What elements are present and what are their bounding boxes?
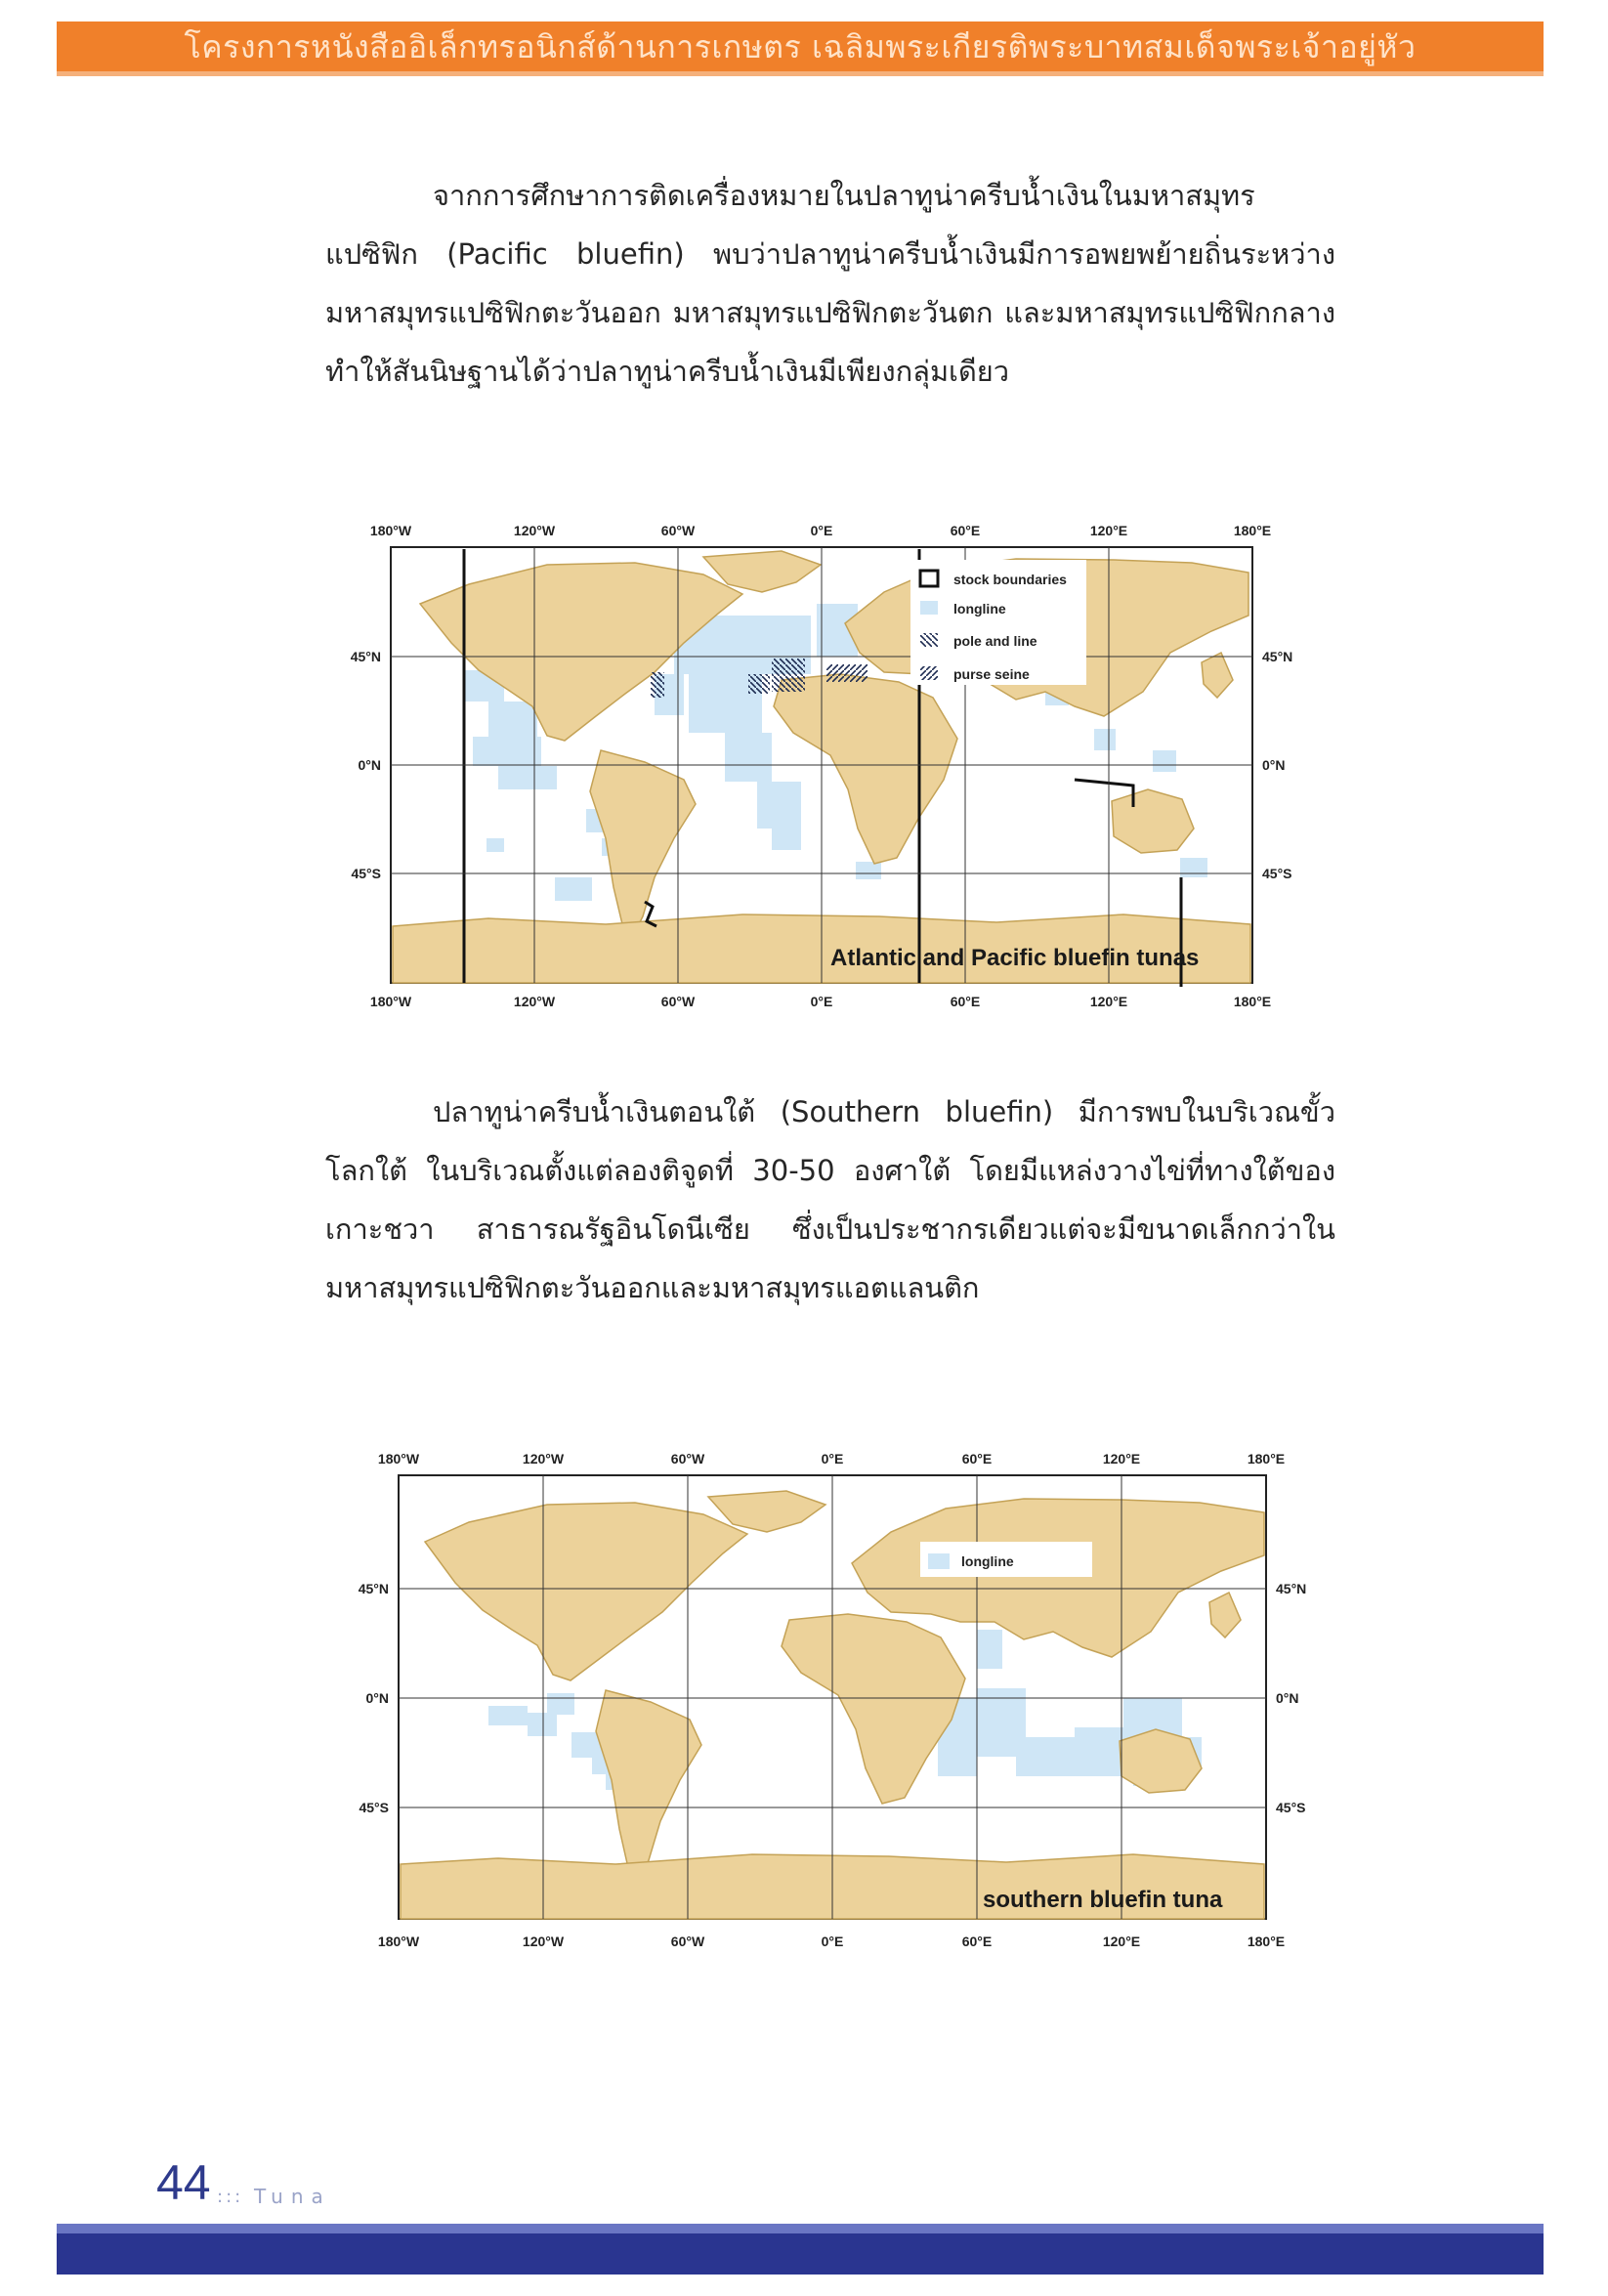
map2-bottom-lon-60e: 60°E [961,1934,993,1949]
footer-bar [57,2224,1544,2275]
map2-bottom-lon-180e: 180°E [1247,1934,1286,1949]
map1-top-lon-180w: 180°W [369,523,412,538]
map-figure-atlantic-pacific [0,506,1608,1053]
map1-top-lon-120w: 120°W [513,523,556,538]
svg-text:pole and line: pole and line [953,633,1037,649]
svg-text:stock boundaries: stock boundaries [953,572,1067,587]
map1-top-lon-60w: 60°W [660,523,696,538]
map1-top-lon-120e: 120°E [1089,523,1128,538]
map1-right-lat-45n: 45°N [1262,649,1293,664]
header-bar [57,21,1544,76]
map1-right-lat-45s: 45°S [1262,866,1292,881]
map2-legend-longline: longline [961,1553,1014,1569]
map-figure-southern-bluefin [0,1444,1608,1991]
map2-bottom-lon-120w: 120°W [522,1934,565,1949]
map2-bottom-lon-120e: 120°E [1102,1934,1141,1949]
map2-top-lon-120e: 120°E [1102,1451,1141,1467]
map2-left-lat-0n: 0°N [365,1690,389,1706]
map1-bottom-lon-0e: 0°E [810,994,833,1009]
map2-left-lat-45n: 45°N [358,1581,389,1596]
map1-title: Atlantic and Pacific bluefin tunas [830,945,1200,971]
map2-top-lon-60e: 60°E [961,1451,993,1467]
map2-top-lon-60w: 60°W [670,1451,705,1467]
map2-bottom-longitude-labels [378,1934,1285,1949]
map1-left-lat-45s: 45°S [351,866,381,881]
footer-separator: ::: [217,2187,244,2207]
map2-right-lat-0n: 0°N [1276,1690,1299,1706]
map2-right-lat-45n: 45°N [1276,1581,1307,1596]
map2-right-lat-45s: 45°S [1276,1800,1306,1815]
legend-pole-and-line [920,633,1037,649]
map1-legend [910,560,1086,685]
map1-top-lon-180e: 180°E [1233,523,1272,538]
map1-svg [0,506,1608,1053]
map1-left-lat-45n: 45°N [350,649,381,664]
map2-top-lon-0e: 0°E [821,1451,844,1467]
map1-bottom-lon-120w: 120°W [513,994,556,1009]
svg-text:purse seine: purse seine [953,666,1030,682]
paragraph-pacific-bluefin: จากการศึกษาการติดเครื่องหมายในปลาทูน่าครีบน้ำเงินในมหาสมุทรแปซิฟิก (Pacific bluefin) พบว่าปลาทูน่าครีบน้ำเงินมีการอพยพย้ายถิ่นระหว่างมหาสมุทรแปซิฟิกตะวันออก มหาสมุทรแปซิฟิกตะวันตก และมหาสมุทรแปซิฟิกกลาง ทำให้สันนิษฐานได้ว่าปลาทูน่าครีบน้ำเงินมีเพียงกลุ่มเดียว [325,179,1335,388]
legend-purse-seine [920,666,1030,682]
map2-bottom-lon-0e: 0°E [821,1934,844,1949]
map1-bottom-lon-60e: 60°E [950,994,981,1009]
map1-bottom-lon-120e: 120°E [1089,994,1128,1009]
map2-svg [0,1444,1608,1991]
header-title: โครงการหนังสืออิเล็กทรอนิกส์ด้านการเกษตร เฉลิมพระเกียรติพระบาทสมเด็จพระเจ้าอยู่หัว [184,28,1417,65]
svg-text:longline: longline [953,601,1006,617]
footer-label: Tuna [254,2185,331,2208]
map1-bottom-longitude-labels [370,994,1271,1009]
map1-bottom-lon-60w: 60°W [660,994,696,1009]
map2-top-lon-180e: 180°E [1247,1451,1286,1467]
paragraph-southern-bluefin: ปลาทูน่าครีบน้ำเงินตอนใต้ (Southern bluefin) มีการพบในบริเวณขั้วโลกใต้ ในบริเวณตั้งแต่ลองติจูดที่ 30-50 องศาใต้ โดยมีแหล่งวางไข่ที่ทางใต้ของเกาะชวา สาธารณรัฐอินโดนีเซีย ซึ่งเป็นประชากรเดียวแต่จะมีขนาดเล็กกว่าในมหาสมุทรแปซิฟิกตะวันออกและมหาสมุทรแอตแลนติก [325,1095,1335,1304]
map2-top-lon-120w: 120°W [522,1451,565,1467]
map1-top-lon-0e: 0°E [810,523,833,538]
page-number: 44 [156,2155,211,2210]
map2-title: southern bluefin tuna [983,1887,1223,1913]
map1-right-lat-0n: 0°N [1262,757,1286,773]
map1-top-lon-60e: 60°E [950,523,981,538]
map2-bottom-lon-180w: 180°W [377,1934,420,1949]
map1-bottom-lon-180e: 180°E [1233,994,1272,1009]
map2-left-lat-45s: 45°S [359,1800,389,1815]
map1-bottom-lon-180w: 180°W [369,994,412,1009]
map2-bottom-lon-60w: 60°W [670,1934,705,1949]
map2-top-lon-180w: 180°W [377,1451,420,1467]
legend-longline [920,601,1006,617]
map1-left-lat-0n: 0°N [358,757,381,773]
map2-top-longitude-labels [378,1451,1285,1467]
map2-legend [920,1542,1092,1577]
map1-top-longitude-labels [370,523,1271,538]
